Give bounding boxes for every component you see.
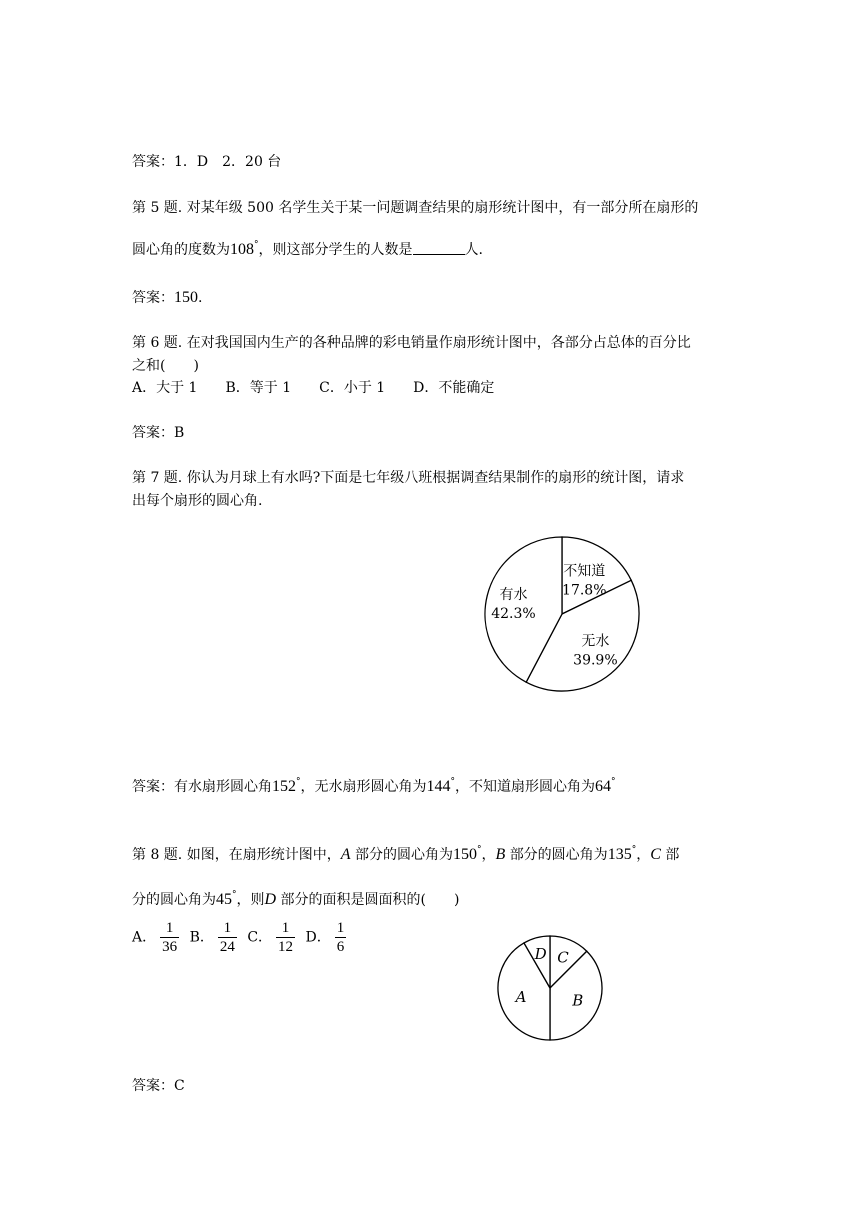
abcd-pie-chart	[492, 930, 608, 1046]
pie1-value-unknown: 17.8%	[562, 582, 607, 599]
q8-options	[132, 919, 352, 956]
pie1-label-no-water: 无水	[581, 633, 610, 650]
q8-answer: 答案：C	[132, 1078, 185, 1094]
q5-text-line1: 第 5 题. 对某年级 500 名学生关于某一问题调查结果的扇形统计图中，有一部分所在扇形的	[132, 200, 699, 216]
water-pie-chart	[474, 526, 650, 702]
q8-option-a: A． $\frac{1}{36}$	[132, 920, 178, 955]
pie2-label-c: C	[557, 948, 569, 967]
pie2-label-b: B	[572, 991, 584, 1010]
q6-options: A．大于 1 B．等于 1 C．小于 1 D．不能确定	[132, 380, 495, 396]
pie2-label-a: A	[515, 987, 527, 1006]
q8-option-d: D． $\frac{1}{6}$	[305, 920, 345, 955]
pie1-label-unknown: 不知道	[563, 563, 606, 580]
q8-option-b: B． $\frac{1}{24}$	[189, 920, 235, 955]
q7-text-line1: 第 7 题. 你认为月球上有水吗?下面是七年级八班根据调查结果制作的扇形的统计图，请求	[132, 470, 685, 486]
q8-text-line1: 第 8 题. 如图，在扇形统计图中，A 部分的圆心角为150°，B 部分的圆心角为135°，C 部	[132, 845, 680, 863]
q6-text-line2: 之和( )	[132, 358, 199, 374]
q5-answer-blank	[413, 241, 465, 255]
pie2-label-d: D	[534, 945, 547, 964]
q5-answer: 答案：150.	[132, 289, 203, 306]
q6-answer: 答案：B	[132, 425, 185, 441]
q7-answer: 答案：有水扇形圆心角152°，无水扇形圆心角为144°，不知道扇形圆心角为64°	[132, 777, 616, 795]
prev-answer: 答案：1．D 2．20 台	[132, 154, 282, 170]
pie1-value-has-water: 42.3%	[491, 606, 536, 623]
q7-text-line2: 出每个扇形的圆心角.	[132, 493, 263, 509]
pie1-label-has-water: 有水	[499, 587, 528, 604]
q5-degree-value: 108	[230, 241, 254, 258]
q5-text-line2: 圆心角的度数为108°，则这部分学生的人数是 人.	[132, 240, 483, 258]
q6-text-line1: 第 6 题. 在对我国国内生产的各种品牌的彩电销量作扇形统计图中，各部分占总体的百分比	[132, 335, 691, 351]
pie1-value-no-water: 39.9%	[573, 652, 618, 669]
q8-option-c: C． $\frac{1}{12}$	[247, 920, 294, 955]
q8-text-line2: 分的圆心角为45°，则D 部分的面积是圆面积的( )	[132, 890, 460, 908]
